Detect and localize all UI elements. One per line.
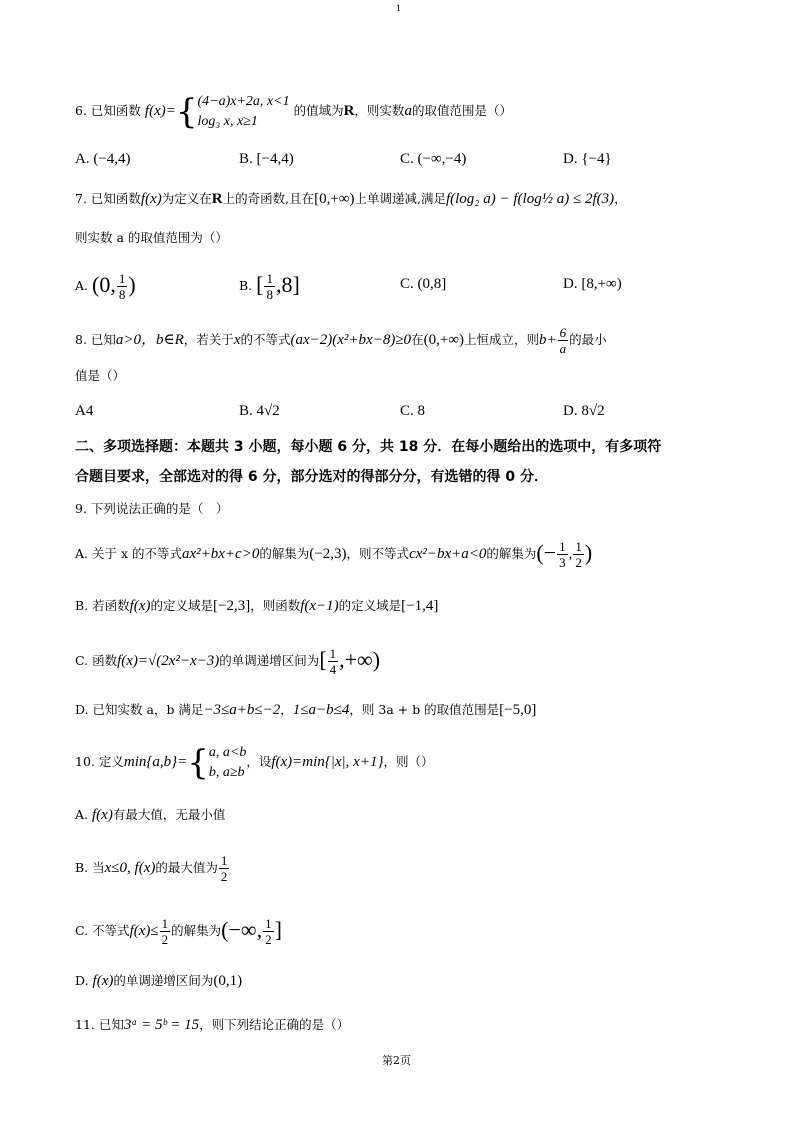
option-10b: B. 当x≤0, f(x)的最大值为 $\frac{1}{2}$	[75, 853, 228, 884]
option-8c: C. 8	[400, 403, 426, 419]
option-6c: C. (−∞,−4)	[400, 151, 467, 167]
question-number: 6.	[75, 103, 91, 118]
question-10: 10. 定义min{a,b}={ a, a<b b, a≥b ，设f(x)=min{|x|, x+1}，则（）	[75, 742, 434, 783]
question-8: 8. 已知a>0，b∈R，若关于x的不等式(ax−2)(x²+bx−8)≥0在(0,+∞)上恒成立，则b+ $\frac{6}{a}$ 的最小	[75, 325, 607, 356]
option-7c: C. (0,8]	[400, 276, 447, 292]
option-7b: B. [ $\frac{1}{8}$ ,8]	[239, 271, 300, 302]
option-6b: B. [−4,4)	[239, 151, 294, 167]
option-10d: D. f(x)的单调递增区间为(0,1)	[75, 973, 243, 989]
section-heading: 二、多项选择题：本题共 3 小题，每小题 6 分，共 18 分．在每小题给出的选项中，有多项符 合题目要求，全部选对的得 6 分，部分选对的得部分分，有选错的得 0 分．	[75, 439, 662, 485]
option-9c: C. 函数f(x)=√(2x²−x−3)的单调递增区间为[ $\frac{1}{4}$ ,+∞)	[75, 646, 381, 677]
option-9a: A. 关于 x 的不等式ax²+bx+c>0的解集为(−2,3)，则不等式cx²−bx+a<0的解集为(− $\frac{1}{3}$ , $\frac{1}{2}$ )	[75, 539, 593, 570]
option-7a: A. (0, $\frac{1}{8}$ )	[75, 271, 136, 302]
option-10a: A. f(x)有最大值，无最小值	[75, 807, 226, 823]
question-6: 6. 已知函数 f(x)={ (4−a)x+2a, x<1 log₃ x, x≥1 的值域为R，则实数a的取值范围是（）	[75, 91, 512, 132]
math-function: f(x)=	[144, 103, 176, 119]
piecewise-cases: (4−a)x+2a, x<1 log₃ x, x≥1	[197, 93, 290, 129]
option-8b: B. 4√2	[239, 403, 280, 419]
option-8a: A4	[75, 403, 94, 419]
question-7-line2: 则实数 a 的取值范围为（）	[75, 230, 228, 245]
option-9b: B. 若函数f(x)的定义域是[−2,3]，则函数f(x−1)的定义域是[−1,4]	[75, 598, 439, 614]
option-7d: D. [8,+∞)	[563, 276, 622, 292]
option-6d: D. {−4}	[563, 151, 612, 167]
brace: {	[175, 91, 198, 132]
option-10c: C. 不等式f(x)≤ $\frac{1}{2}$ 的解集为(−∞, $\frac{1}{2}$ ]	[75, 916, 282, 947]
option-6a: A. (−4,4)	[75, 151, 131, 167]
option-8d: D. 8√2	[563, 403, 605, 419]
question-9: 9. 下列说法正确的是（ ）	[75, 501, 229, 516]
option-9d: D. 已知实数 a，b 满足−3≤a+b≤−2，1≤a−b≤4，则 3a + b 的取值范围是[−5,0]	[75, 702, 537, 718]
question-8-line2: 值是（）	[75, 368, 126, 383]
header-mark: 1	[396, 4, 402, 13]
question-7: 7. 已知函数f(x)为定义在R上的奇函数,且在[0,+∞)上单调递减,满足f(log₂ a) − f(log½ a) ≤ 2f(3)，	[75, 191, 627, 207]
question-11: 11. 已知3ᵃ = 5ᵇ = 15，则下列结论正确的是（）	[75, 1017, 350, 1033]
page-number: 第2页	[382, 1054, 411, 1067]
